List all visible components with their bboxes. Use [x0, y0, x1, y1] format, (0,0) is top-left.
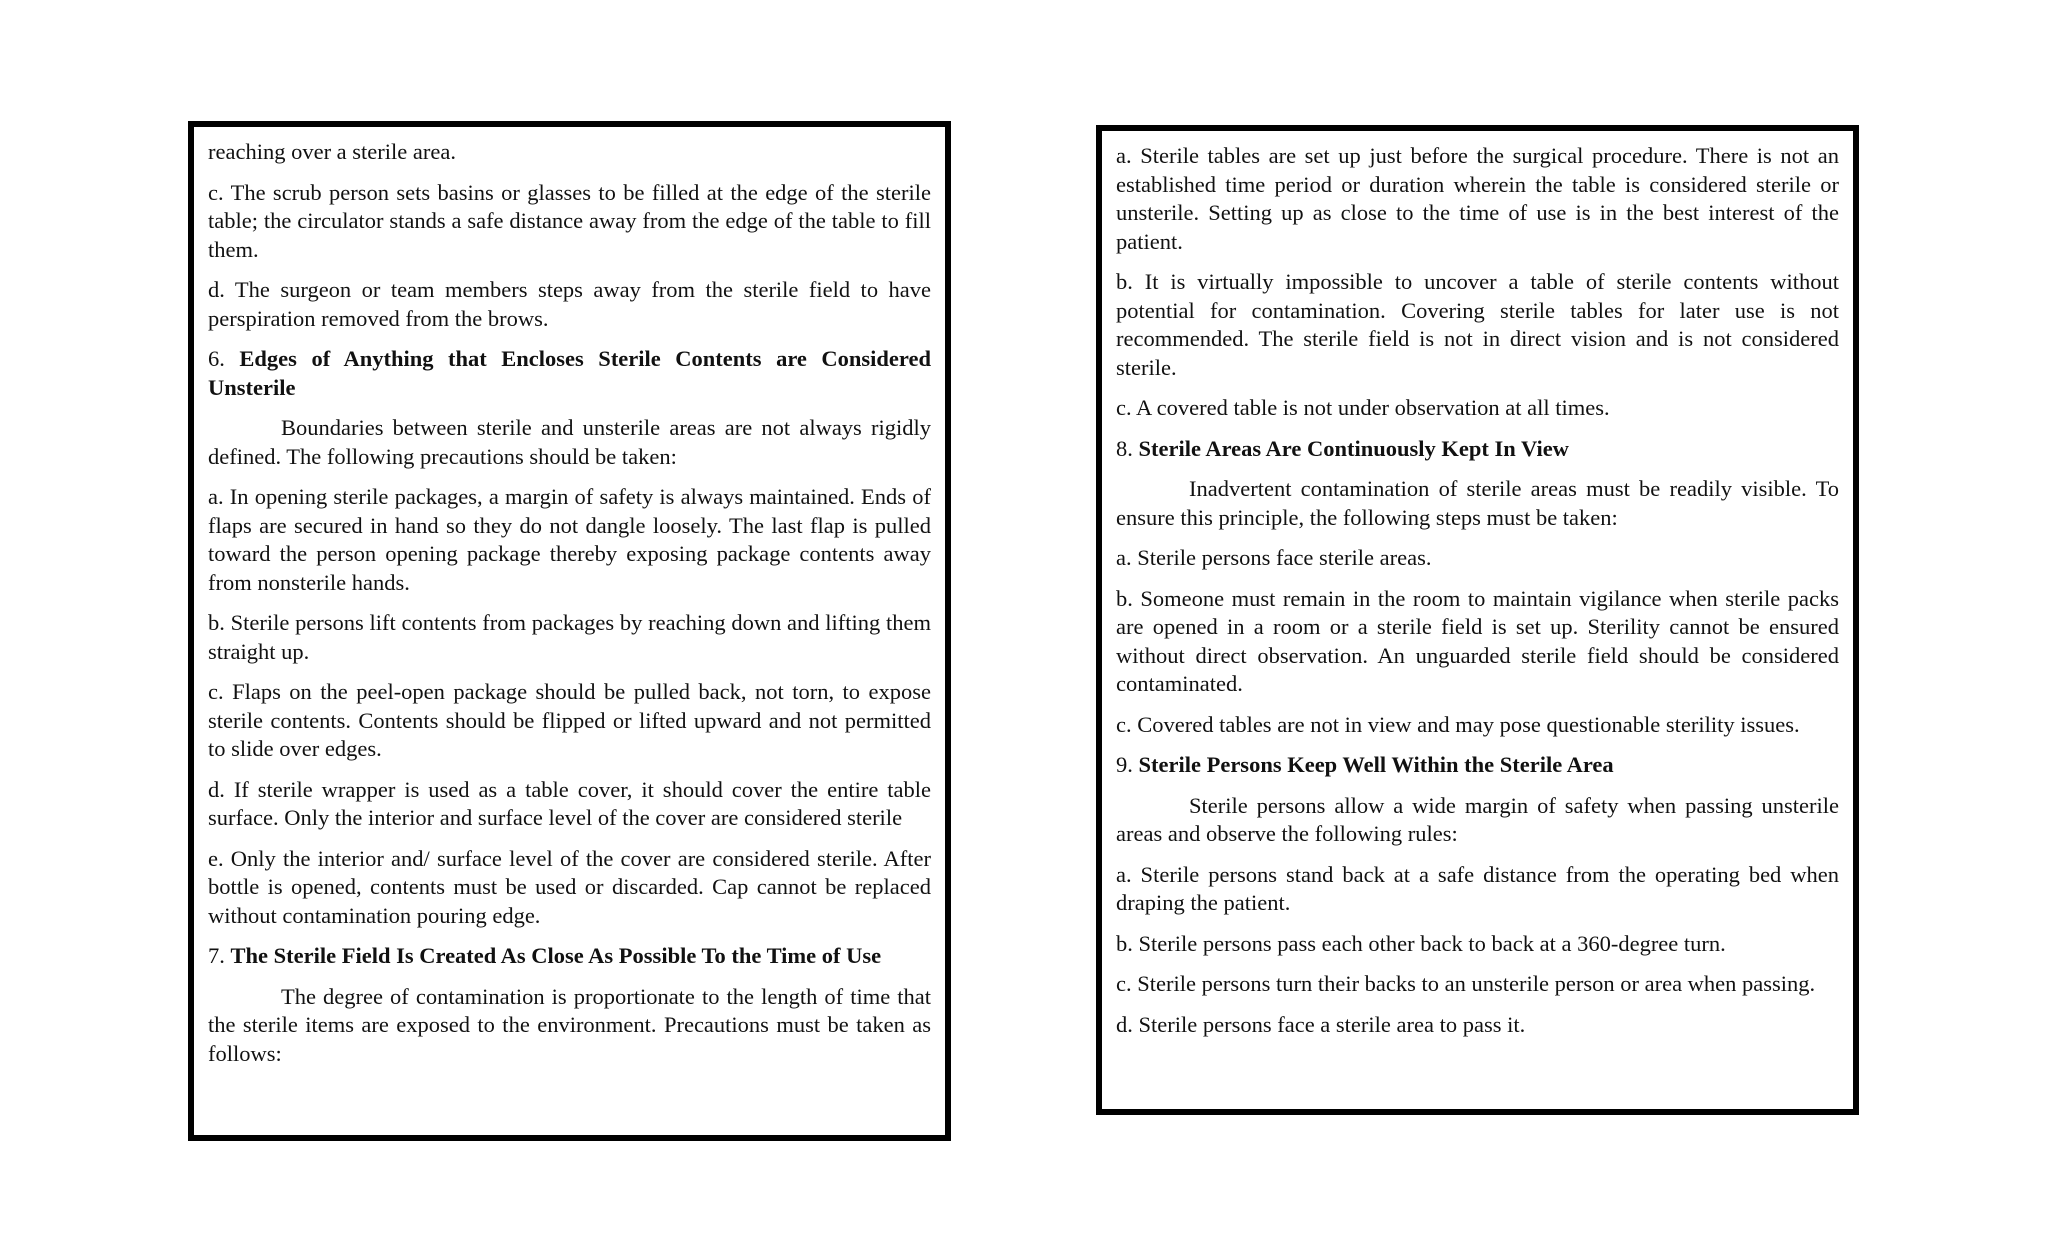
left-page-panel	[188, 121, 951, 1141]
paragraph: d. The surgeon or team members steps away from the sterile field to have perspiration removed from the brows.	[208, 277, 931, 331]
paragraph: c. A covered table is not under observation at all times.	[1116, 395, 1610, 420]
section-heading	[1116, 435, 1839, 464]
section-heading	[1116, 751, 1839, 780]
paragraph: Boundaries between sterile and unsterile areas are not always rigidly defined. The following precautions should be taken:	[208, 415, 931, 469]
right-page-panel	[1096, 125, 1859, 1115]
paragraph: a. In opening sterile packages, a margin of safety is always maintained. Ends of flaps are secured in hand so they do not dangle loosely. The last flap is pulled toward the person opening package thereby exposing package contents away from nonsterile hands.	[208, 484, 931, 595]
paragraph: The degree of contamination is proportionate to the length of time that the sterile items are exposed to the environment. Precautions must be taken as follows:	[208, 983, 931, 1066]
section-title: Sterile Persons Keep Well Within the Sterile Area	[1138, 752, 1614, 777]
section-number: 6.	[208, 346, 240, 371]
paragraph: b. It is virtually impossible to uncover a table of sterile contents without potential for contamination. Covering sterile tables for later use is not recommended. The sterile field is not in direct vision and is not considered sterile.	[1116, 269, 1839, 380]
paragraph: c. Covered tables are not in view and may pose questionable sterility issues.	[1116, 711, 1800, 737]
paragraph: b. Someone must remain in the room to maintain vigilance when sterile packs are opened in a room or a sterile field is set up. Sterility cannot be ensured without direct observation. An unguarded sterile field should be considered contaminated.	[1116, 585, 1839, 696]
paragraph: a. Sterile persons face sterile areas.	[1116, 545, 1432, 570]
paragraph: d. If sterile wrapper is used as a table cover, it should cover the entire table surface. Only the interior and surface level of the cover are considered sterile	[208, 776, 931, 830]
paragraph: b. Sterile persons lift contents from packages by reaching down and lifting them straight up.	[208, 610, 931, 664]
paragraph: a. Sterile tables are set up just before the surgical procedure. There is not an established time period or duration wherein the table is considered sterile or unsterile. Setting up as close to the time of use is in the best interest of the patient.	[1116, 143, 1839, 254]
paragraph: e. Only the interior and/ surface level of the cover are considered sterile. After bottle is opened, contents must be used or discarded. Cap cannot be replaced without contamination pouring edge.	[208, 845, 931, 928]
paragraph: d. Sterile persons face a sterile area to pass it.	[1116, 1011, 1526, 1037]
paragraph: Inadvertent contamination of sterile areas must be readily visible. To ensure this principle, the following steps must be taken:	[1116, 476, 1839, 530]
section-number: 8.	[1116, 435, 1139, 461]
section-number: 9.	[1116, 752, 1139, 777]
paragraph: Sterile persons allow a wide margin of safety when passing unsterile areas and observe the following rules:	[1116, 792, 1839, 846]
section-heading	[208, 345, 931, 402]
section-title: Edges of Anything that Encloses Sterile Contents are Considered Unsterile	[208, 346, 932, 400]
paragraph: reaching over a sterile area.	[208, 139, 456, 164]
paragraph: c. The scrub person sets basins or glasses to be filled at the edge of the sterile table; the circulator stands a safe distance away from the edge of the table to fill them.	[208, 179, 931, 262]
paragraph: c. Flaps on the peel-open package should be pulled back, not torn, to expose sterile contents. Contents should be flipped or lifted upward and not permitted to slide over edges.	[208, 679, 931, 761]
paragraph: a. Sterile persons stand back at a safe distance from the operating bed when draping the patient.	[1116, 861, 1839, 915]
section-heading	[208, 942, 931, 971]
section-number: 7.	[208, 943, 231, 968]
paragraph: c. Sterile persons turn their backs to an unsterile person or area when passing.	[1116, 971, 1816, 996]
section-title: The Sterile Field Is Created As Close As Possible To the Time of Use	[230, 943, 882, 968]
paragraph: b. Sterile persons pass each other back to back at a 360-degree turn.	[1116, 930, 1726, 956]
section-title: Sterile Areas Are Continuously Kept In View	[1138, 435, 1569, 461]
